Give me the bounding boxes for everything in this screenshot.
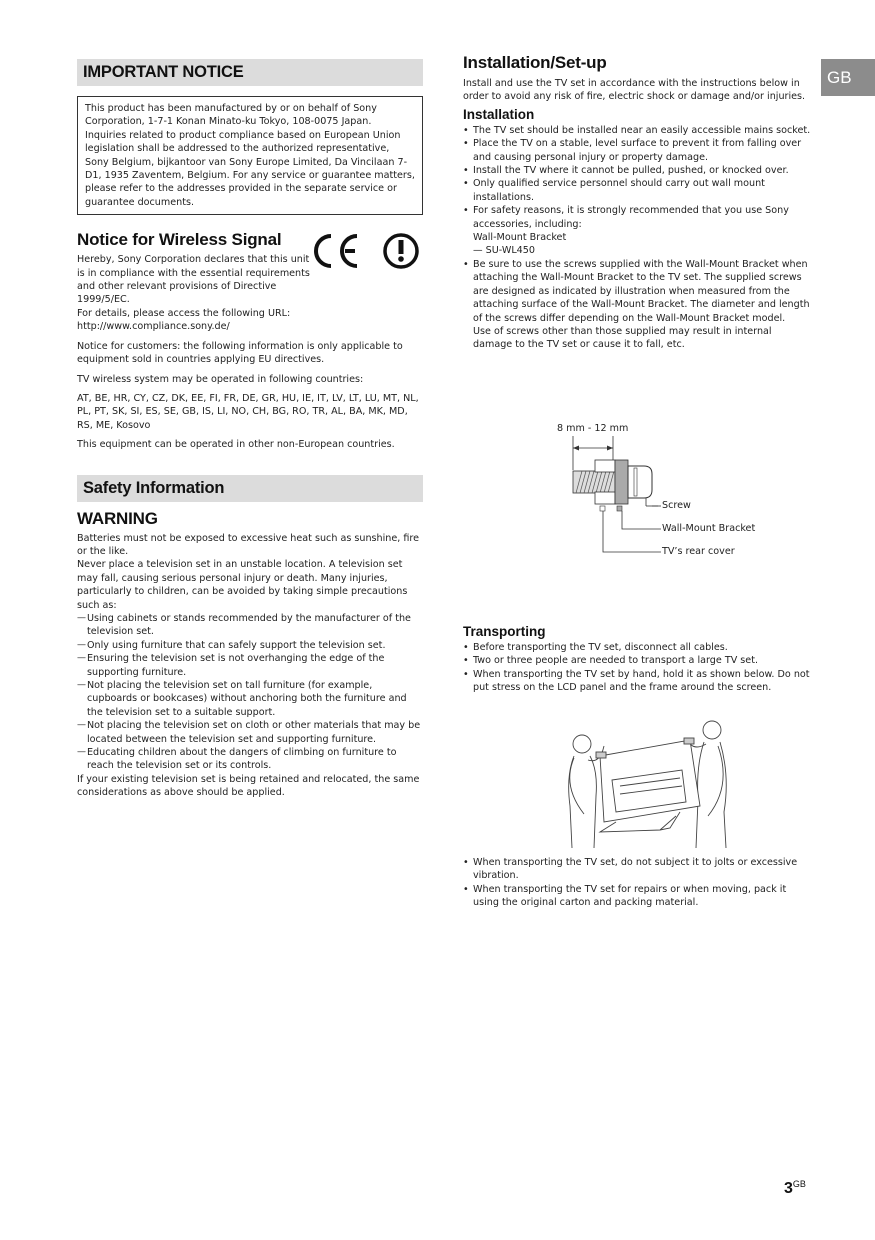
- list-item: • Before transporting the TV set, disconnect all cables.: [463, 641, 813, 654]
- wireless-declaration: [77, 253, 313, 307]
- accessory-model: SU-WL450: [485, 245, 535, 257]
- transporting-after: [463, 856, 813, 910]
- transporting-section: [463, 624, 813, 695]
- accessory-model-dash: —: [473, 245, 486, 257]
- list-item: [463, 204, 813, 258]
- list-item: • When transporting the TV set, do not subject it to jolts or excessive vibration.: [463, 856, 813, 883]
- transporting-list-after: [463, 856, 813, 910]
- safety-closing: If your existing television set is being retained and relocated, the same considerations as above should be applied.: [77, 773, 420, 799]
- installation-subheading: Installation: [463, 106, 535, 122]
- list-item: — Only using furniture that can safely support the television set.: [77, 639, 423, 652]
- accessories-text: For safety reasons, it is strongly recommended that you use Sony accessories, including:: [473, 205, 789, 230]
- page-number-value: 3: [784, 1180, 793, 1197]
- transporting-heading: Transporting: [463, 624, 546, 639]
- important-notice-heading: IMPORTANT NOTICE: [77, 59, 423, 86]
- dimension-label: 8 mm - 12 mm: [557, 423, 629, 434]
- countries-list: AT, BE, HR, CY, CZ, DK, EE, FI, FR, DE, GR, HU, IE, IT, LV, LT, LU, MT, NL, PL, PT, SK, SI, ES, SE, GB, IS, LI, NO, CH, BG, RO, TR, AL, BA, MK, MD, RS, ME, Kosovo: [77, 392, 419, 431]
- right-column: [463, 53, 813, 352]
- warning-heading: WARNING: [77, 508, 158, 528]
- safety-intro-2: Never place a television set in an unstable location. A television set may fall, causing serious personal injury or death. Many injuries, particularly to children, can be avoided by taking simple precautions such as:: [77, 559, 408, 611]
- page-number-suffix: GB: [792, 1179, 806, 1189]
- wireless-heading: Notice for Wireless Signal: [77, 230, 282, 250]
- installation-list: [463, 124, 813, 352]
- list-item: • The TV set should be installed near an easily accessible mains socket.: [463, 124, 813, 137]
- screws-warning: Use of screws other than those supplied may result in internal damage to the TV set or cause it to fall, etc.: [473, 325, 772, 351]
- compliance-url: http://www.compliance.sony.de/: [77, 321, 230, 333]
- list-item: • Two or three people are needed to transport a large TV set.: [463, 654, 813, 667]
- customers-notice: Notice for customers: the following information is only applicable to equipment sold in countries applying EU directives.: [77, 340, 403, 366]
- screw-diagram: [548, 420, 778, 570]
- list-item: — Not placing the television set on cloth or other materials that may be located between the television set and supporting furniture.: [77, 719, 423, 746]
- list-item: • When transporting the TV set for repairs or when moving, pack it using the original carton and packing material.: [463, 883, 813, 910]
- language-tab: GB: [821, 59, 875, 96]
- safety-heading: Safety Information: [77, 475, 423, 502]
- list-item: [463, 258, 813, 352]
- wireless-section: [77, 230, 423, 451]
- list-item: • Install the TV where it cannot be pulled, pushed, or knocked over.: [463, 164, 813, 177]
- list-item: • Only qualified service personnel should carry out wall mount installations.: [463, 177, 813, 204]
- safety-intro-1: Batteries must not be exposed to excessive heat such as sunshine, fire or the like.: [77, 532, 420, 557]
- list-item: — Ensuring the television set is not overhanging the edge of the supporting furniture.: [77, 652, 423, 679]
- list-item: • When transporting the TV set by hand, hold it as shown below. Do not put stress on the LCD panel and the frame around the screen.: [463, 668, 813, 695]
- screws-text: Be sure to use the screws supplied with the Wall-Mount Bracket when attaching the Wall-Mount Bracket to the TV set. The supplied screws are designed as indicated by illustration when measured from the attaching surface of the Wall-Mount Bracket. The diameter and length of the screws differ depending on the Wall-Mount Bracket model.: [473, 258, 810, 324]
- transporting-list: [463, 641, 813, 695]
- precautions-list: [77, 612, 423, 773]
- non-european-text: This equipment can be operated in other non-European countries.: [77, 439, 395, 451]
- list-item: • Place the TV on a stable, level surface to prevent it from falling over and causing personal injury or property damage.: [463, 137, 813, 164]
- safety-body: [77, 532, 423, 800]
- installation-intro: Install and use the TV set in accordance with the instructions below in order to avoid any risk of fire, electric shock or damage and/or injuries.: [463, 78, 806, 103]
- important-notice-text: This product has been manufactured by or on behalf of Sony Corporation, 1-7-1 Konan Minato-ku Tokyo, 108-0075 Japan. Inquiries related to product compliance based on European Union legislation shall be addressed to the authorized representative, Sony Belgium, bijkantoor van Sony Europe Limited, Da Vincilaan 7-D1, 1935 Zaventem, Belgium. For any service or guarantee matters, please refer to the addresses provided in the separate service or guarantee documents.: [85, 103, 415, 208]
- screw-label: Screw: [662, 500, 691, 511]
- left-column: [77, 59, 423, 800]
- list-item: — Not placing the television set on tall furniture (for example, cupboards or bookcases) without anchoring both the furniture and the television set to a suitable support.: [77, 679, 423, 719]
- list-item: — Educating children about the dangers of climbing on furniture to reach the television set or its controls.: [77, 746, 423, 773]
- page-number: [784, 1179, 806, 1198]
- accessory-name: Wall-Mount Bracket: [473, 232, 567, 244]
- transport-illustration: [560, 716, 735, 848]
- countries-intro: TV wireless system may be operated in following countries:: [77, 373, 364, 385]
- installation-setup-heading: Installation/Set-up: [463, 53, 607, 72]
- ce-mark-icon: [316, 236, 357, 266]
- details-text: For details, please access the following URL:: [77, 307, 291, 319]
- declaration-text: Hereby, Sony Corporation declares that this unit is in compliance with the essential requirements and other relevant provisions of Directive 1999/5/EC.: [77, 254, 310, 306]
- bracket-label: Wall-Mount Bracket: [662, 523, 756, 534]
- alert-circle-icon: [385, 235, 417, 267]
- list-item: — Using cabinets or stands recommended by the manufacturer of the television set.: [77, 612, 423, 639]
- compliance-marks: [312, 230, 424, 276]
- important-notice-box: [77, 96, 423, 215]
- rear-cover-label: TV’s rear cover: [662, 546, 735, 557]
